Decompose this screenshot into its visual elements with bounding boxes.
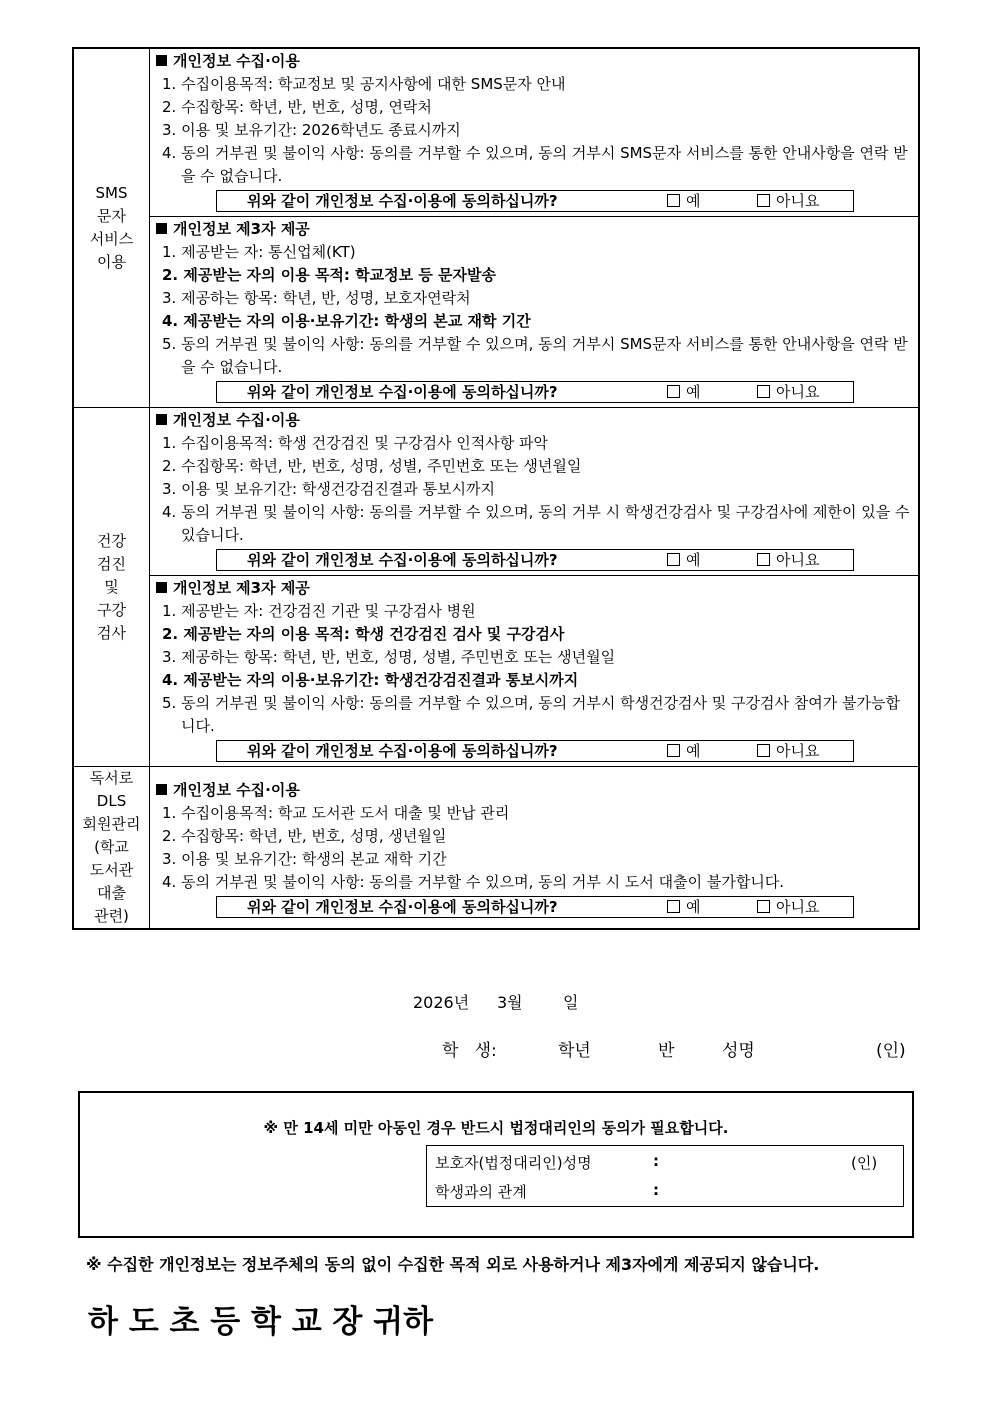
section-label-line: 및 — [104, 577, 119, 596]
student-class-label: 반 — [658, 1041, 675, 1061]
section-label-line: 독서로 — [89, 769, 134, 787]
student-seal: (인) — [876, 1041, 906, 1061]
black-square-icon — [156, 223, 167, 234]
block-heading-text: 개인정보 수집·이용 — [173, 781, 300, 799]
checkbox-icon[interactable] — [757, 385, 770, 398]
block-heading — [154, 779, 914, 802]
checkbox-icon[interactable] — [667, 385, 680, 398]
black-square-icon — [156, 414, 167, 425]
section-label-line: SMS — [95, 184, 128, 202]
footer-notice: ※ 수집한 개인정보는 정보주체의 동의 없이 수집한 목적 외로 사용하거나 제3자에게 제공되지 않습니다. — [86, 1255, 820, 1274]
section-label-line: 문자 — [97, 207, 126, 225]
consent-question: 위와 같이 개인정보 수집·이용에 동의하십니까? — [247, 383, 558, 401]
section-row — [73, 217, 919, 408]
consent-no-option[interactable] — [757, 741, 819, 761]
section-label-line: 대출 — [97, 884, 126, 902]
block-heading — [154, 577, 914, 600]
section-content — [150, 576, 920, 767]
section-label-line: 검진 — [97, 554, 126, 573]
list-item: 1. 수집이용목적: 학생 건강검진 및 구강검사 인적사항 파악 — [162, 434, 549, 452]
consent-yes-option[interactable] — [667, 897, 701, 917]
list-item: 2. 수집항목: 학년, 반, 번호, 성명, 생년월일 — [162, 827, 447, 845]
consent-yes-label: 예 — [686, 192, 701, 210]
list-item: 2. 수집항목: 학년, 반, 번호, 성명, 연락처 — [162, 98, 432, 116]
block-heading — [154, 409, 914, 432]
date-year: 2026년 — [413, 993, 470, 1012]
list-item: 1. 제공받는 자: 건강검진 기관 및 구강검사 병원 — [162, 602, 476, 620]
consent-no-option[interactable] — [757, 191, 819, 211]
block-heading — [154, 218, 914, 241]
block-heading-text: 개인정보 수집·이용 — [173, 52, 300, 70]
section-label-line: 서비스 — [89, 230, 134, 248]
guardian-info-box — [426, 1145, 904, 1207]
consent-no-label: 아니요 — [776, 742, 820, 760]
section-label-line: 관련) — [94, 907, 129, 925]
consent-no-label: 아니요 — [776, 192, 820, 210]
list-item: 4. 동의 거부권 및 불이익 사항: 동의를 거부할 수 있으며, 동의 거부시 SMS문자 서비스를 통한 안내사항을 연락 받을 수 없습니다. — [162, 144, 908, 185]
block-heading-text: 개인정보 제3자 제공 — [173, 579, 310, 597]
list-item: 3. 이용 및 보유기간: 학생건강검진결과 통보시까지 — [162, 480, 496, 498]
checkbox-icon[interactable] — [757, 900, 770, 913]
date-day: 일 — [563, 993, 579, 1012]
student-label: 학 생: — [442, 1041, 497, 1061]
list-item: 4. 제공받는 자의 이용·보유기간: 학생의 본교 재학 기간 — [162, 312, 531, 330]
consent-yes-option[interactable] — [667, 550, 701, 570]
section-content — [150, 408, 920, 576]
consent-yes-label: 예 — [686, 742, 701, 760]
consent-yes-option[interactable] — [667, 741, 701, 761]
consent-no-label: 아니요 — [776, 898, 820, 916]
section-content — [150, 767, 920, 930]
consent-question: 위와 같이 개인정보 수집·이용에 동의하십니까? — [247, 742, 558, 760]
list-item: 4. 동의 거부권 및 불이익 사항: 동의를 거부할 수 있으며, 동의 거부 시 도서 대출이 불가합니다. — [162, 873, 785, 891]
checkbox-icon[interactable] — [667, 900, 680, 913]
section-label-line: 검사 — [97, 623, 126, 642]
block-heading-text: 개인정보 제3자 제공 — [173, 220, 310, 238]
guardian-consent-box — [78, 1091, 914, 1238]
consent-question-box — [216, 896, 854, 918]
checkbox-icon[interactable] — [757, 744, 770, 757]
list-item: 2. 제공받는 자의 이용 목적: 학교정보 등 문자발송 — [162, 266, 497, 284]
consent-no-label: 아니요 — [776, 383, 820, 401]
list-item: 4. 제공받는 자의 이용·보유기간: 학생건강검진결과 통보시까지 — [162, 671, 579, 689]
list-item: 5. 동의 거부권 및 불이익 사항: 동의를 거부할 수 있으며, 동의 거부시 SMS문자 서비스를 통한 안내사항을 연락 받을 수 없습니다. — [162, 335, 908, 376]
list-item: 1. 제공받는 자: 통신업체(KT) — [162, 243, 356, 261]
list-item: 3. 이용 및 보유기간: 2026학년도 종료시까지 — [162, 121, 461, 139]
consent-yes-option[interactable] — [667, 382, 701, 402]
list-item: 3. 제공하는 항목: 학년, 반, 성명, 보호자연락처 — [162, 289, 471, 307]
guardian-relation-colon: : — [653, 1181, 659, 1199]
consent-yes-option[interactable] — [667, 191, 701, 211]
section-label-line: (학교 — [94, 838, 129, 856]
section-label-line: 건강 — [97, 531, 126, 550]
section-row — [73, 48, 919, 217]
list-item: 3. 이용 및 보유기간: 학생의 본교 재학 기간 — [162, 850, 447, 868]
section-label-line: 구강 — [97, 600, 126, 619]
consent-no-option[interactable] — [757, 897, 819, 917]
list-item: 1. 수집이용목적: 학교정보 및 공지사항에 대한 SMS문자 안내 — [162, 75, 566, 93]
student-name-label: 성명 — [722, 1041, 755, 1061]
guardian-notice: ※ 만 14세 미만 아동인 경우 반드시 법정대리인의 동의가 필요합니다. — [263, 1119, 729, 1137]
section-row — [73, 576, 919, 767]
list-item: 2. 수집항목: 학년, 반, 번호, 성명, 성별, 주민번호 또는 생년월일 — [162, 457, 582, 475]
consent-question-box — [216, 549, 854, 571]
section-label — [73, 48, 150, 408]
consent-question-box — [216, 190, 854, 212]
section-row — [73, 767, 919, 930]
section-content — [150, 48, 920, 217]
list-item: 3. 제공하는 항목: 학년, 반, 번호, 성명, 성별, 주민번호 또는 생년월일 — [162, 648, 616, 666]
section-row — [73, 408, 919, 576]
list-item: 4. 동의 거부권 및 불이익 사항: 동의를 거부할 수 있으며, 동의 거부 시 학생건강검사 및 구강검사에 제한이 있을 수 있습니다. — [162, 503, 910, 544]
student-grade-label: 학년 — [558, 1041, 591, 1061]
date-month: 3월 — [497, 993, 523, 1012]
consent-no-label: 아니요 — [776, 551, 820, 569]
guardian-name-colon: : — [653, 1152, 659, 1170]
consent-question: 위와 같이 개인정보 수집·이용에 동의하십니까? — [247, 192, 558, 210]
section-label-line: 도서관 — [89, 861, 134, 879]
black-square-icon — [156, 784, 167, 795]
consent-question-box — [216, 740, 854, 762]
consent-yes-label: 예 — [686, 551, 701, 569]
consent-question: 위와 같이 개인정보 수집·이용에 동의하십니까? — [247, 898, 558, 916]
checkbox-icon[interactable] — [757, 553, 770, 566]
guardian-relation-label: 학생과의 관계 — [435, 1183, 527, 1201]
section-label-line: 이용 — [97, 253, 126, 271]
checkbox-icon[interactable] — [667, 194, 680, 207]
consent-question: 위와 같이 개인정보 수집·이용에 동의하십니까? — [247, 551, 558, 569]
checkbox-icon[interactable] — [667, 553, 680, 566]
list-item: 5. 동의 거부권 및 불이익 사항: 동의를 거부할 수 있으며, 동의 거부시 학생건강검사 및 구강검사 참여가 불가능합니다. — [162, 694, 900, 735]
black-square-icon — [156, 55, 167, 66]
block-heading — [154, 50, 914, 73]
list-item: 2. 제공받는 자의 이용 목적: 학생 건강검진 검사 및 구강검사 — [162, 625, 565, 643]
section-label — [73, 767, 150, 930]
checkbox-icon[interactable] — [667, 744, 680, 757]
block-heading-text: 개인정보 수집·이용 — [173, 411, 300, 429]
consent-yes-label: 예 — [686, 898, 701, 916]
checkbox-icon[interactable] — [757, 194, 770, 207]
section-label — [73, 408, 150, 767]
section-content — [150, 217, 920, 408]
list-item: 1. 수집이용목적: 학교 도서관 도서 대출 및 반납 관리 — [162, 804, 510, 822]
consent-table — [72, 47, 920, 930]
consent-no-option[interactable] — [757, 382, 819, 402]
guardian-name-label: 보호자(법정대리인)성명 — [435, 1154, 592, 1172]
section-label-line: 회원관리 — [82, 815, 141, 833]
black-square-icon — [156, 582, 167, 593]
consent-yes-label: 예 — [686, 383, 701, 401]
consent-question-box — [216, 381, 854, 403]
principal-addressee: 하 도 초 등 학 교 장 귀하 — [88, 1304, 434, 1340]
section-label-line: DLS — [96, 792, 127, 810]
guardian-seal: (인) — [851, 1154, 878, 1172]
consent-no-option[interactable] — [757, 550, 819, 570]
